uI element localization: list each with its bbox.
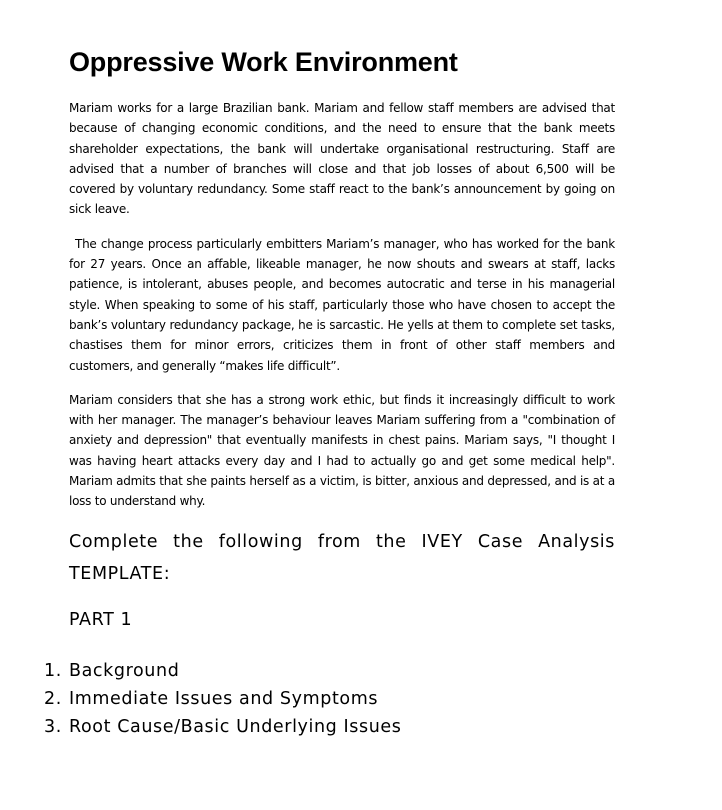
task-label: Root Cause/Basic Underlying Issues <box>69 717 402 737</box>
part-label: PART 1 <box>69 609 133 630</box>
task-item <box>44 657 402 685</box>
case-paragraph-3: Mariam considers that she has a strong work ethic, but finds it increasingly difficult to work with her manager. The manager’s behaviour leaves Mariam suffering from a "combination of anxiety and depression" that eventually manifests in chest pains. Mariam says, "I thought I was having heart attacks every day and I had to actually go and get some medical help". Mariam admits that she paints herself as a victim, is bitter, anxious and depressed, and is at a loss to understand why. <box>69 392 615 509</box>
instruction-text: Complete the following from the IVEY Case Analysis TEMPLATE: <box>69 531 615 584</box>
document-title: Oppressive Work Environment <box>69 47 458 77</box>
task-list <box>44 657 402 741</box>
task-label: Immediate Issues and Symptoms <box>69 689 379 709</box>
task-item <box>44 713 402 741</box>
task-item <box>44 685 402 713</box>
case-paragraph-1: Mariam works for a large Brazilian bank. Mariam and fellow staff members are advised that because of changing economic conditions, and the need to ensure that the bank meets shareholder expectations, the bank will undertake organisational restructuring. Staff are advised that a number of branches will close and that job losses of about 6,500 will be covered by voluntary redundancy. Some staff react to the bank’s announcement by going on sick leave. <box>69 101 615 217</box>
case-paragraph-2: The change process particularly embitters Mariam’s manager, who has worked for the bank for 27 years. Once an affable, likeable manager, he now shouts and swears at staff, lacks patience, is intolerant, abuses people, and becomes autocratic and terse in his managerial style. When speaking to some of his staff, particularly those who have chosen to accept the bank’s voluntary redundancy package, he is sarcastic. He yells at them to complete set tasks, chastises them for minor errors, criticizes them in front of other staff members and customers, and generally “makes life difficult”. <box>69 236 615 373</box>
task-number: 3. <box>44 717 62 737</box>
task-number: 1. <box>44 661 62 681</box>
document-body <box>69 44 615 632</box>
task-label: Background <box>69 661 180 681</box>
task-number: 2. <box>44 689 62 709</box>
